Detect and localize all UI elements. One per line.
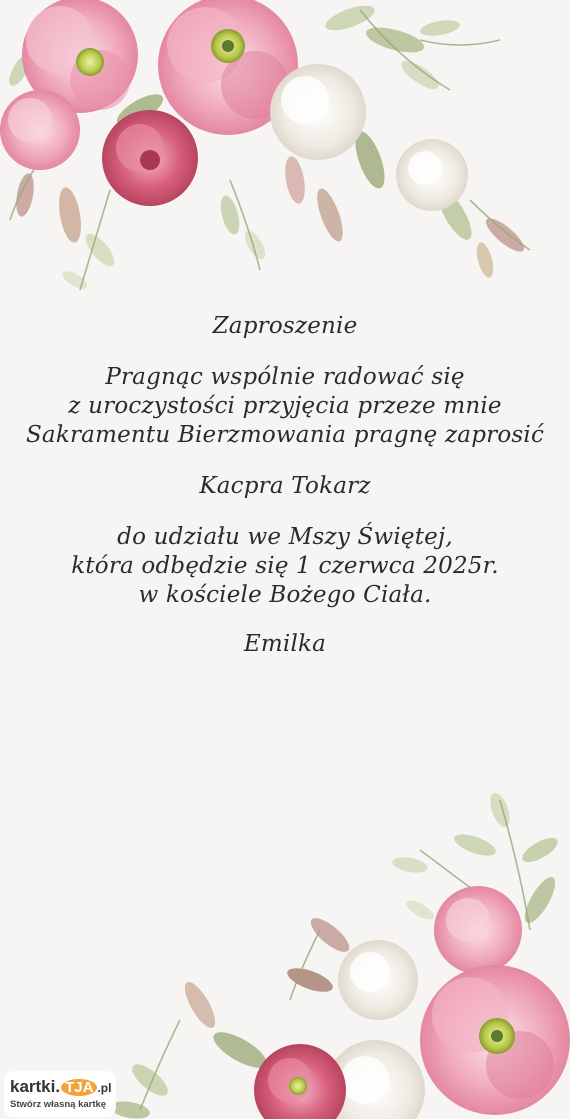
peony-deep-pink	[102, 110, 198, 206]
detail-line-1: do udziału we Mszy Świętej,	[117, 524, 453, 550]
intro-line-1: Pragnąc wspólnie radować się	[105, 364, 465, 390]
peony-deep-pink-bottom	[254, 1044, 346, 1119]
peony-white-right	[396, 139, 468, 211]
peony-pink-bottom-right	[420, 965, 570, 1115]
intro-line-2: z uroczystości przyjęcia przeze mnie	[68, 393, 502, 419]
guest-name: Kacpra Tokarz	[199, 473, 371, 499]
logo-badge: TJA	[61, 1079, 97, 1096]
detail-line-2: która odbędzie się 1 czerwca 2025r.	[71, 553, 499, 579]
peony-pink-upper-right	[434, 886, 522, 974]
kartki-tja-logo[interactable]	[4, 1071, 116, 1117]
logo-tagline: Stwórz własną kartkę	[10, 1099, 107, 1110]
peony-white-bottom	[338, 940, 418, 1020]
peony-white-center	[270, 64, 366, 160]
floral-top-decoration	[0, 0, 570, 310]
detail-line-3: w kościele Bożego Ciała.	[138, 582, 432, 608]
invitation-text	[0, 312, 570, 659]
intro-line-3: Sakramentu Bierzmowania pragnę zaprosić	[25, 422, 545, 448]
signature: Emilka	[243, 631, 327, 657]
peony-pink-small-left	[0, 90, 80, 170]
floral-bottom-decoration	[0, 790, 570, 1119]
invitation-title: Zaproszenie	[212, 313, 358, 339]
logo-wordmark: kartki. TJA .pl	[10, 1077, 112, 1096]
